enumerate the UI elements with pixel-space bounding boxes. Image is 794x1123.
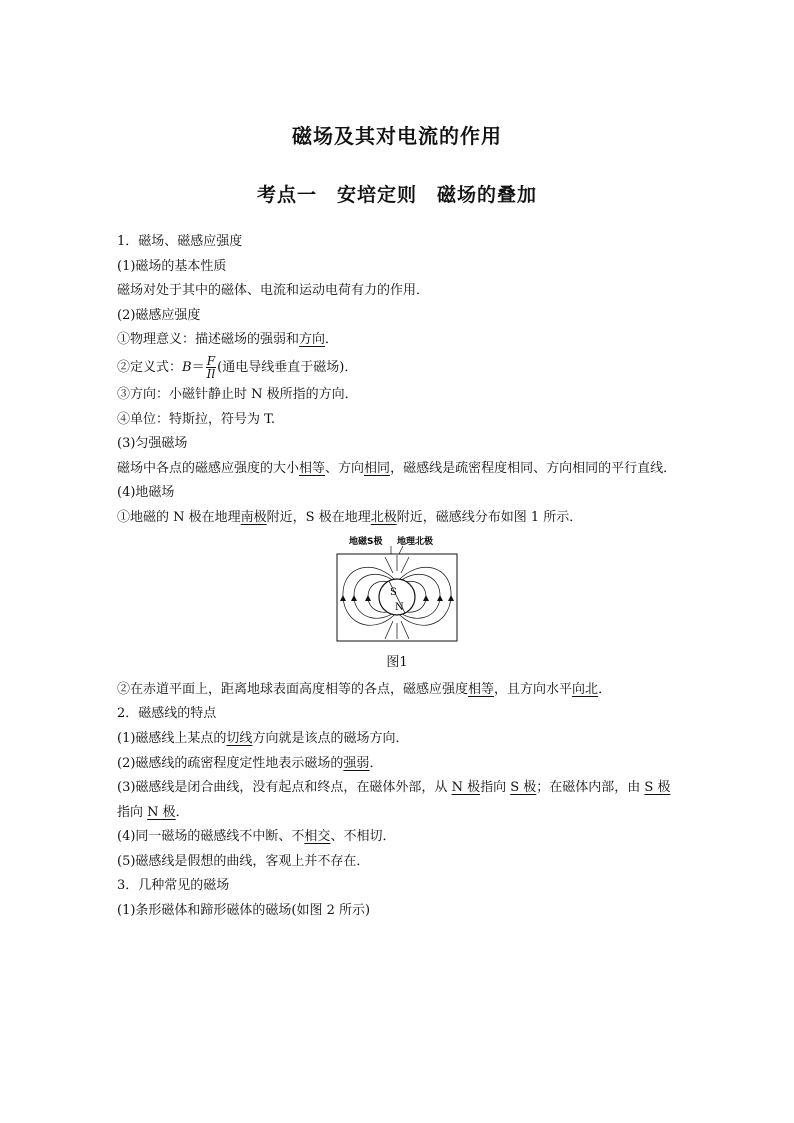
answer-blank: N 极 bbox=[147, 804, 176, 820]
answer-blank: 北极 bbox=[370, 509, 397, 525]
figure-caption: 图1 bbox=[386, 655, 408, 671]
answer-blank: 相等 bbox=[299, 460, 326, 476]
formula-fraction: $\frac{F}{Il}$ bbox=[206, 353, 216, 381]
text-uniform-field: 磁场中各点的磁感应强度的大小相等、方向相同，磁感线是疏密程度相同、方向相同的平行直线． bbox=[117, 460, 677, 476]
pole-n-label: N bbox=[395, 601, 404, 613]
text-basic-property: 磁场对处于其中的磁体、电流和运动电荷有力的作用． bbox=[117, 283, 430, 299]
text-field-lines-5: (5)磁感线是假想的曲线，客观上并不存在． bbox=[117, 853, 370, 869]
text-earth-poles: ①地磁的 N 极在地理南极附近，S 极在地理北极附近，磁感线分布如图 1 所示． bbox=[117, 509, 583, 525]
heading-magnetic-field: 1．磁场、磁感应强度 bbox=[117, 234, 243, 249]
pole-s-label: S bbox=[390, 586, 397, 598]
subheading-basic-property: (1)磁场的基本性质 bbox=[117, 258, 227, 274]
heading-common-fields: 3．几种常见的磁场 bbox=[117, 878, 230, 894]
answer-blank: 南极 bbox=[240, 509, 267, 525]
text-unit: ④单位：特斯拉，符号为 T. bbox=[117, 411, 276, 427]
earth-magnetic-field-diagram bbox=[335, 535, 459, 643]
answer-blank: S 极 bbox=[644, 780, 671, 796]
subheading-uniform-field: (3)匀强磁场 bbox=[117, 436, 188, 452]
subheading-earth-field: (4)地磁场 bbox=[117, 485, 175, 501]
text-definition-formula: ②定义式：B＝ $\frac{F}{Il}$ (通电导线垂直于磁场)． bbox=[117, 353, 358, 381]
text-field-lines-3: (3)磁感线是闭合曲线，没有起点和终点，在磁体外部，从 N 极指向 S 极；在磁体内部，由 S 极指向 N 极． bbox=[117, 780, 671, 820]
answer-blank: 向北 bbox=[572, 681, 599, 697]
text-direction: ③方向：小磁针静止时 N 极所指的方向． bbox=[117, 386, 358, 402]
heading-field-lines: 2．磁感线的特点 bbox=[117, 706, 217, 722]
text-common-fields-1: (1)条形磁体和蹄形磁体的磁场(如图 2 所示) bbox=[117, 903, 371, 919]
section-title: 考点一 安培定则 磁场的叠加 bbox=[256, 184, 537, 206]
answer-blank: 相等 bbox=[468, 681, 495, 697]
figure-label-geomagnetic-s: 地磁S极 bbox=[349, 536, 383, 547]
text-field-lines-4: (4)同一磁场的磁感线不中断、不相交、不相切． bbox=[117, 829, 396, 845]
subheading-induction: (2)磁感应强度 bbox=[117, 307, 201, 323]
answer-blank: 强弱 bbox=[343, 755, 370, 771]
text-field-lines-1: (1)磁感线上某点的切线方向就是该点的磁场方向． bbox=[117, 730, 409, 746]
text-field-lines-2: (2)磁感线的疏密程度定性地表示磁场的强弱． bbox=[117, 755, 383, 771]
answer-blank: 相交 bbox=[304, 829, 331, 845]
answer-blank: N 极 bbox=[451, 780, 481, 796]
text-physical-meaning: ①物理意义：描述磁场的强弱和方向． bbox=[117, 332, 339, 348]
figure-1 bbox=[117, 535, 677, 676]
answer-blank: 切线 bbox=[226, 730, 253, 746]
answer-blank: 方向 bbox=[299, 332, 326, 348]
answer-blank: S 极 bbox=[510, 780, 537, 796]
document-body bbox=[117, 230, 677, 924]
formula-variable: B bbox=[182, 359, 192, 375]
document-title: 磁场及其对电流的作用 bbox=[292, 124, 502, 148]
text-equator-field: ②在赤道平面上，距离地球表面高度相等的各点，磁感应强度相等，且方向水平向北． bbox=[117, 681, 612, 697]
figure-label-geographic-north: 地理北极 bbox=[397, 536, 434, 547]
answer-blank: 相同 bbox=[364, 460, 391, 476]
